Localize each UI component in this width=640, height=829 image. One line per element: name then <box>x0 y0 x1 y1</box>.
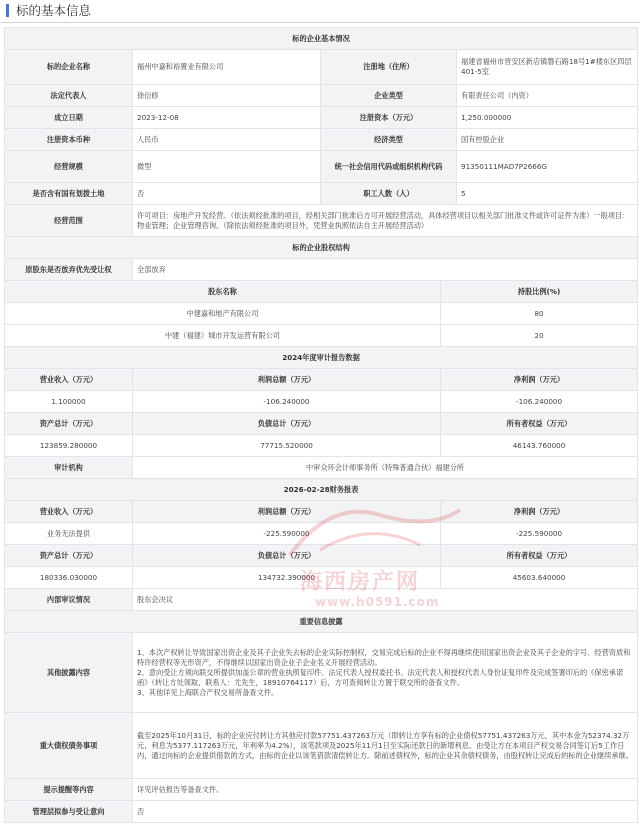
watermark-text: 海西房产网 <box>300 570 421 595</box>
audit-profit-label: 利润总额（万元） <box>133 369 441 391</box>
label-scope: 经营范围 <box>5 205 133 237</box>
staff-count: 5 <box>457 183 638 205</box>
title-accent-bar <box>6 4 9 17</box>
section-finance: 2026-02-28财务报表 <box>5 479 638 501</box>
fin-rev-label: 营业收入（万元） <box>5 501 133 523</box>
label-econ: 经济类型 <box>321 129 457 151</box>
label-company-name: 标的企业名称 <box>5 50 133 85</box>
label-capital: 注册资本（万元） <box>321 107 457 129</box>
label-scale: 经营规模 <box>5 151 133 183</box>
credit-code: 91350111MAD7P2666G <box>457 151 638 183</box>
fin-net: -225.590000 <box>441 523 638 545</box>
company-name: 福州中嘉和裕置业有限公司 <box>133 50 321 85</box>
address: 福建省福州市晋安区新店镇磐石路18号1#楼东区四层401-5室 <box>457 50 638 85</box>
page-title: 标的基本信息 <box>16 3 92 18</box>
fin-liab-label: 负债总计（万元） <box>133 545 441 567</box>
fin-asset-label: 资产总计（万元） <box>5 545 133 567</box>
label-decision: 内部审议情况 <box>5 589 133 611</box>
section-audit: 2024年度审计报告数据 <box>5 347 638 369</box>
audit-equity: 46143.760000 <box>441 435 638 457</box>
other-item-2: 2、意向受让方须向联交所提供加盖公章的营业执照复印件、法定代表人授权委托书、法定代表人和授权代表人身份证复印件及完成签署印后的《保密承诺函》（转让方处领取，联系人：尤先生，18910764117）后，方可查阅转让方置于联交所的备查文件。 <box>137 667 624 687</box>
col-holder: 股东名称 <box>5 281 441 303</box>
holder-ratio: 20 <box>441 325 638 347</box>
label-date: 成立日期 <box>5 107 133 129</box>
label-mgmt: 管理层拟参与受让意向 <box>5 801 133 823</box>
audit-rev: 1.100000 <box>5 391 133 413</box>
label-other: 其他披露内容 <box>5 633 133 713</box>
audit-org: 中审众环会计师事务所（特殊普通合伙）福建分所 <box>133 457 638 479</box>
audit-equity-label: 所有者权益（万元） <box>441 413 638 435</box>
scale: 微型 <box>133 151 321 183</box>
decision: 股东会决议 <box>133 589 638 611</box>
fin-profit: -225.590000 <box>133 523 441 545</box>
other-item-1: 1、本次产权转让导致国家出资企业及其子企业失去标的企业实际控制权，交易完成后标的企业不得再继续使用国家出资企业及其子企业的字号、经营资质和特许经营权等无形资产，不得继续以国家出资企业子企业名义开展经营活动。 <box>137 647 631 667</box>
holder-ratio: 80 <box>441 303 638 325</box>
label-credit: 统一社会信用代码或组织机构代码 <box>321 151 457 183</box>
audit-profit: -106.240000 <box>133 391 441 413</box>
business-scope: 许可项目：房地产开发经营。（依法须经批准的项目，经相关部门批准后方可开展经营活动，具体经营项目以相关部门批准文件或许可证件为准）一般项目：物业管理；企业管理咨询。（除依法须经批准的项目外，凭营业执照依法自主开展经营活动） <box>133 205 638 237</box>
fin-liab: 134732.390000 <box>133 567 441 589</box>
fin-rev: 业务无法提供 <box>5 523 133 545</box>
fin-equity: 45603.640000 <box>441 567 638 589</box>
company-type: 有限责任公司（内资） <box>457 85 638 107</box>
holder-name: 中建（福建）城市开发运营有限公司 <box>5 325 441 347</box>
section-equity: 标的企业股权结构 <box>5 237 638 259</box>
fin-asset: 180336.030000 <box>5 567 133 589</box>
col-ratio: 持股比例(%) <box>441 281 638 303</box>
page-header <box>0 0 640 23</box>
found-date: 2023-12-08 <box>133 107 321 129</box>
label-type: 企业类型 <box>321 85 457 107</box>
table-row <box>5 325 638 347</box>
label-tip: 提示提醒等内容 <box>5 779 133 801</box>
econ-type: 国有控股企业 <box>457 129 638 151</box>
audit-asset: 123859.280000 <box>5 435 133 457</box>
audit-org-label: 审计机构 <box>5 457 133 479</box>
section-disclosure: 重要信息披露 <box>5 611 638 633</box>
audit-liab: 77715.520000 <box>133 435 441 457</box>
label-land: 是否含有国有划拨土地 <box>5 183 133 205</box>
audit-asset-label: 资产总计（万元） <box>5 413 133 435</box>
label-debt: 重大债权债务事项 <box>5 713 133 779</box>
audit-net-label: 净利润（万元） <box>441 369 638 391</box>
land: 否 <box>133 183 321 205</box>
audit-liab-label: 负债总计（万元） <box>133 413 441 435</box>
fin-profit-label: 利润总额（万元） <box>133 501 441 523</box>
info-table-wrap <box>4 27 637 825</box>
fin-net-label: 净利润（万元） <box>441 501 638 523</box>
debt-matters: 截至2025年10月31日，标的企业应付转让方其他应付款57751.437263万元（即转让方享有标的企业债权57751.437263万元，其中本金为52374.32万元，利息为5377.117263万元，年利率为4.2%），该笔款项及2025年11月1日至实际还款日的新增利息，由受让方在本项目产权交易合同签订后5工作日内，通过向标的企业提供借款的方式，由标的企业以该笔借款清偿转让方。除前述债权外，标的企业其余债权债务，由股权转让完成后的标的企业继续承继。 <box>133 713 638 779</box>
label-currency: 注册资本币种 <box>5 129 133 151</box>
info-table <box>4 27 638 823</box>
mgmt-intent: 否 <box>133 801 638 823</box>
holder-name: 中建嘉和地产有限公司 <box>5 303 441 325</box>
table-row <box>5 303 638 325</box>
audit-rev-label: 营业收入（万元） <box>5 369 133 391</box>
tip: 详见评估报告等备查文件。 <box>133 779 638 801</box>
watermark-url: www.h0591.com <box>315 595 440 609</box>
waiver: 全部放弃 <box>133 259 638 281</box>
label-waiver: 原股东是否放弃优先受让权 <box>5 259 133 281</box>
legal-rep: 徐衍修 <box>133 85 321 107</box>
label-staff: 职工人数（人） <box>321 183 457 205</box>
other-disclosure <box>133 633 638 713</box>
section-basic: 标的企业基本情况 <box>5 28 638 50</box>
label-rep: 法定代表人 <box>5 85 133 107</box>
label-address: 注册地（住所） <box>321 50 457 85</box>
other-item-3: 3、其他详见上海联合产权交易所备查文件。 <box>137 687 279 697</box>
reg-capital: 1,250.000000 <box>457 107 638 129</box>
currency: 人民币 <box>133 129 321 151</box>
fin-equity-label: 所有者权益（万元） <box>441 545 638 567</box>
audit-net: -106.240000 <box>441 391 638 413</box>
